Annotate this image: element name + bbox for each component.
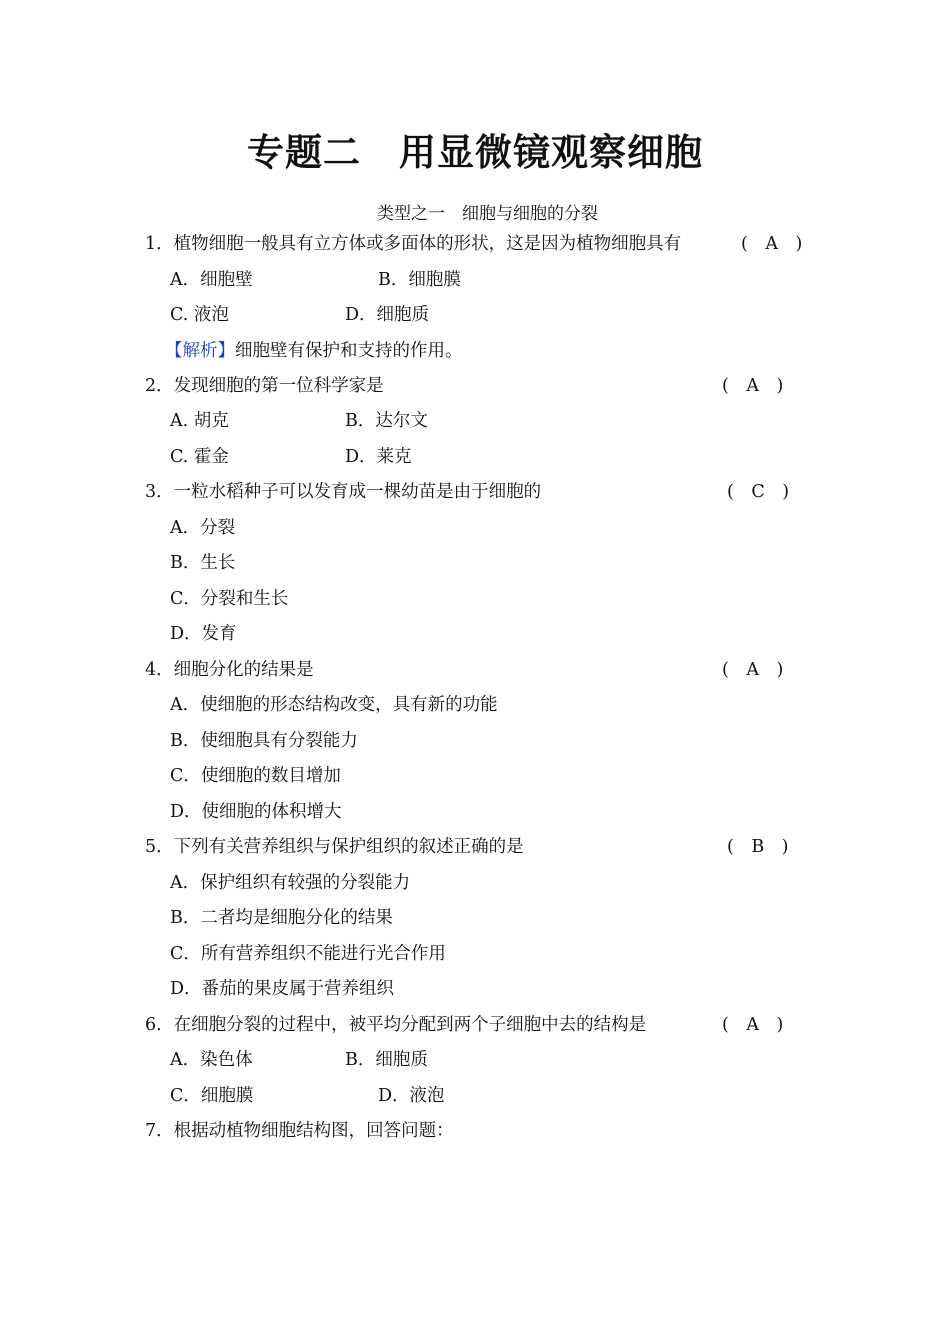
question-2-answer: ( A ): [722, 376, 784, 396]
question-3-option-d: D．发育: [170, 624, 237, 644]
question-1-explanation: [165, 339, 463, 363]
question-5-option-c: C．所有营养组织不能进行光合作用: [170, 944, 446, 964]
question-1-option-d: D．细胞质: [345, 305, 430, 325]
question-6-option-b: B．细胞质: [345, 1050, 428, 1070]
question-6-option-c: C．细胞膜: [170, 1086, 254, 1106]
question-4-option-d: D．使细胞的体积增大: [170, 802, 342, 822]
question-4-option-c: C．使细胞的数目增加: [170, 766, 341, 786]
question-3-answer: ( C ): [727, 482, 790, 502]
question-7-stem: 7．根据动植物细胞结构图，回答问题：: [145, 1121, 454, 1141]
explanation-label: 【解析】: [165, 341, 235, 361]
question-5-option-d: D．番茄的果皮属于营养组织: [170, 979, 395, 999]
question-4-option-b: B．使细胞具有分裂能力: [170, 731, 358, 751]
question-2-option-a: A. 胡克: [170, 411, 229, 431]
question-5-option-b: B．二者均是细胞分化的结果: [170, 908, 393, 928]
question-3-option-c: C．分裂和生长: [170, 589, 289, 609]
question-3-option-a: A．分裂: [170, 518, 236, 538]
question-1-option-a: A．细胞壁: [170, 270, 253, 290]
question-5-stem: 5．下列有关营养组织与保护组织的叙述正确的是: [145, 837, 524, 857]
question-1-option-b: B．细胞膜: [378, 270, 461, 290]
question-5-answer: ( B ): [727, 837, 789, 857]
question-5-option-a: A．保护组织有较强的分裂能力: [170, 873, 411, 893]
question-4-option-a: A．使细胞的形态结构改变，具有新的功能: [170, 695, 498, 715]
question-6-option-d: D．液泡: [378, 1086, 445, 1106]
page-title: 专题二 用显微镜观察细胞: [247, 131, 703, 174]
question-6-option-a: A．染色体: [170, 1050, 253, 1070]
question-1-answer: ( A ): [741, 234, 803, 254]
question-2-option-d: D．莱克: [345, 447, 412, 467]
question-4-answer: ( A ): [722, 660, 784, 680]
explanation-text: 细胞壁有保护和支持的作用。: [235, 341, 463, 361]
question-1-stem: 1．植物细胞一般具有立方体或多面体的形状，这是因为植物细胞具有: [145, 234, 682, 254]
question-6-answer: ( A ): [722, 1015, 784, 1035]
question-2-stem: 2．发现细胞的第一位科学家是: [145, 376, 384, 396]
question-3-option-b: B．生长: [170, 553, 236, 573]
question-1-option-c: C. 液泡: [170, 305, 229, 325]
question-2-option-c: C. 霍金: [170, 447, 229, 467]
question-3-stem: 3．一粒水稻种子可以发育成一棵幼苗是由于细胞的: [145, 482, 542, 502]
question-6-stem: 6．在细胞分裂的过程中，被平均分配到两个子细胞中去的结构是: [145, 1015, 647, 1035]
section-subtitle: 类型之一 细胞与细胞的分裂: [377, 204, 598, 224]
question-4-stem: 4．细胞分化的结果是: [145, 660, 314, 680]
question-2-option-b: B．达尔文: [345, 411, 428, 431]
